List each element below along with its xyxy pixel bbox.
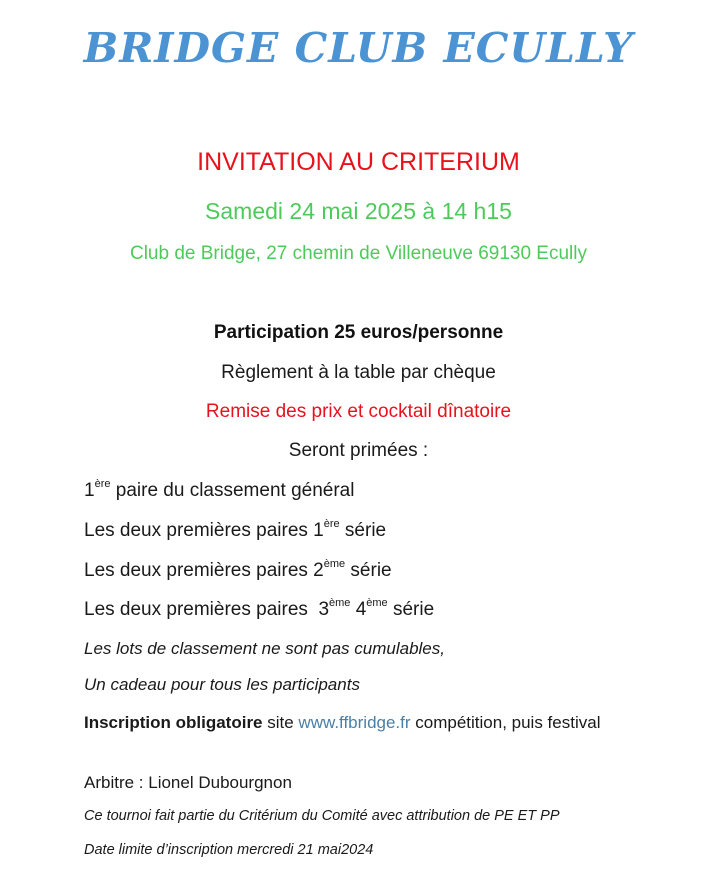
award-serie-34-sup2: ème (366, 597, 388, 609)
club-title: BRIDGE CLUB ECULLY (83, 24, 634, 72)
criterium-note: Ce tournoi fait partie du Critérium du Comité avec attribution de PE ET PP (84, 808, 560, 824)
award-serie-2-suffix: série (345, 560, 392, 581)
payment-info: Règlement à la table par chèque (221, 362, 496, 383)
note-gift: Un cadeau pour tous les participants (84, 675, 360, 694)
award-serie-1-sup: ère (323, 518, 340, 530)
award-first-pair (84, 480, 354, 502)
referee: Arbitre : Lionel Dubourgnon (84, 773, 292, 792)
award-serie-3-4 (84, 599, 434, 621)
award-serie-1-suffix: série (339, 520, 387, 541)
note-not-cumulative: Les lots de classement ne sont pas cumulables, (84, 639, 445, 658)
prizes-info: Remise des prix et cocktail dînatoire (205, 401, 512, 422)
registration-info (84, 709, 624, 736)
registration-rest: compétition, puis festival (410, 713, 601, 732)
award-serie-34-prefix: Les deux premières paires 3 (84, 599, 330, 620)
award-first-num: 1 (84, 480, 95, 501)
award-serie-1 (84, 520, 386, 542)
award-serie-2-prefix: Les deux premières paires 2 (84, 560, 324, 581)
event-date: Samedi 24 mai 2025 à 14 h15 (205, 198, 512, 224)
awarded-heading: Seront primées : (288, 440, 429, 461)
award-first-sup: ère (94, 478, 111, 490)
award-serie-34-suffix: série (387, 599, 435, 620)
award-serie-34-sup1: ème (329, 597, 351, 609)
event-address: Club de Bridge, 27 chemin de Villeneuve 69130 Ecully (129, 243, 587, 264)
award-serie-1-prefix: Les deux premières paires 1 (84, 520, 324, 541)
award-serie-34-mid: 4 (350, 599, 367, 620)
invitation-heading: INVITATION AU CRITERIUM (197, 148, 520, 176)
award-serie-2-sup: ème (323, 558, 346, 570)
participation-fee: Participation 25 euros/personne (213, 322, 504, 343)
award-serie-2 (84, 560, 392, 582)
deadline-note: Date limite d’inscription mercredi 21 mai2024 (84, 842, 374, 858)
award-first-text: paire du classement général (110, 480, 355, 501)
ffbridge-link[interactable]: www.ffbridge.fr (298, 713, 411, 732)
registration-site: site (262, 713, 299, 732)
registration-bold: Inscription obligatoire (84, 713, 263, 732)
